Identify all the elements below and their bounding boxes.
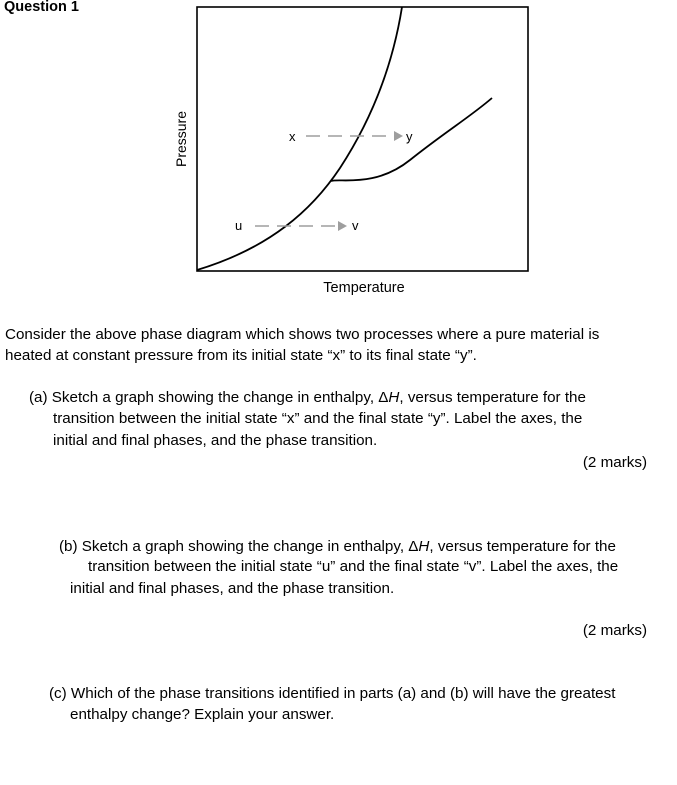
process-x-to-y-arrowhead [394,131,403,141]
part-b-line-3: initial and final phases, and the phase transition. [70,580,395,597]
x-axis-label: Temperature [323,280,405,296]
phase-boundary-curve [197,7,402,270]
part-a-marks: (2 marks) [582,454,647,471]
y-axis-label: Pressure [173,110,189,168]
part-c-line-2: enthalpy change? Explain your answer. [70,706,335,723]
phase-diagram [0,0,677,310]
state-label-v: v [352,218,359,233]
part-b-line-2: transition between the initial state “u” and the final state “v”. Label the axes, the [88,558,619,575]
part-a-line-1: (a) Sketch a graph showing the change in enthalpy, ΔH, versus temperature for the [29,389,586,406]
part-a-line-3: initial and final phases, and the phase transition. [53,432,378,449]
process-u-to-v-arrowhead [338,221,347,231]
intro-line-2: heated at constant pressure from its initial state “x” to its final state “y”. [5,347,477,364]
state-label-u: u [235,218,243,233]
question-title: Question 1 [4,0,79,15]
state-label-y: y [406,129,413,144]
part-b-marks: (2 marks) [582,622,647,639]
part-b-line-1: (b) Sketch a graph showing the change in enthalpy, ΔH, versus temperature for the [59,538,616,555]
part-c-line-1: (c) Which of the phase transitions identified in parts (a) and (b) will have the greatest [49,685,616,702]
state-label-x: x [289,129,296,144]
part-a-line-2: transition between the initial state “x” and the final state “y”. Label the axes, the [53,410,583,427]
plot-frame [197,7,528,271]
intro-line-1: Consider the above phase diagram which shows two processes where a pure material is [5,326,600,343]
